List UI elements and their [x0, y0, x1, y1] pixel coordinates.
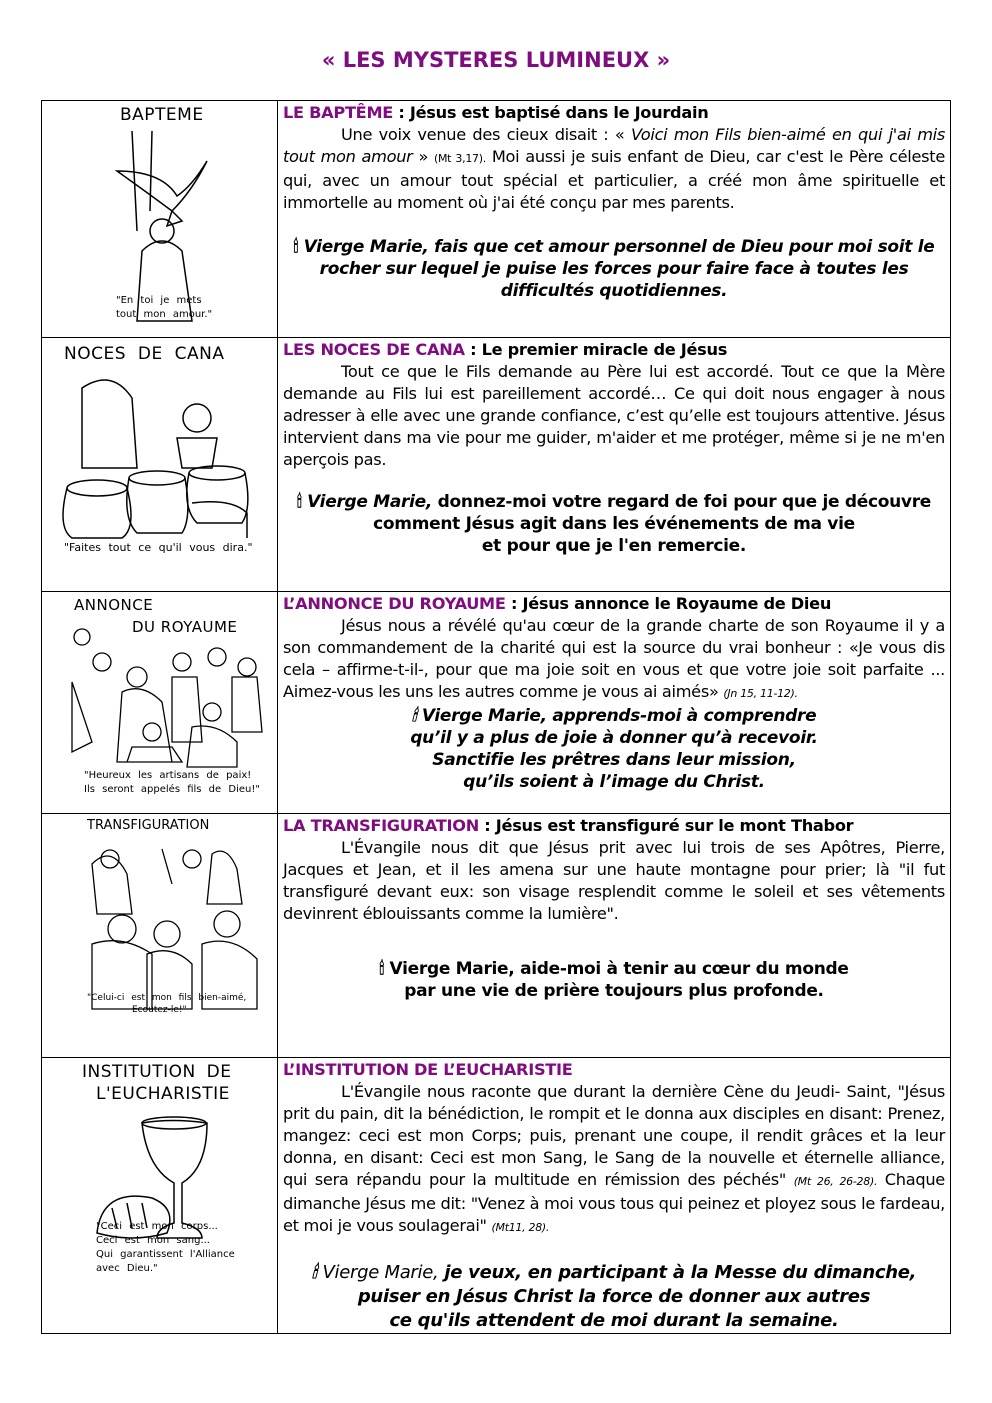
illustration-cell — [42, 814, 278, 1058]
scripture-ref: (Jn 15, 11-12). — [723, 687, 798, 700]
prayer — [283, 1261, 945, 1333]
candle-icon: 🕯︎ — [411, 706, 422, 726]
prayer-line: qu’il y a plus de joie à donner qu’à recevoir. — [410, 728, 818, 748]
text: L'Évangile nous raconte que durant la dernière Cène du Jeudi- Saint, "Jésus prit du pain, dit la bénédiction, le rompit et le donna aux disciples en disant: Prenez, mangez: ceci est mon Corps; puis, prenant une coupe, il rendit grâces et la leur donna, en disant: Ceci est mon Sang, le Sang de la nouvelle et éternelle alliance, qui sera répandu pour la multitude en rémission des péchés" — [283, 1082, 945, 1189]
prayer-line: Sanctifie les prêtres dans leur mission, — [432, 750, 796, 770]
illustration-cell — [42, 101, 278, 338]
image-title: TRANSFIGURATION — [87, 818, 210, 833]
image-caption-1: "Heureux les artisans de paix! — [84, 770, 252, 781]
illustration-cell — [42, 592, 278, 814]
mystery-row-baptism — [42, 101, 951, 338]
image-title: ANNONCE — [74, 596, 154, 614]
meditation-text: L'Évangile nous dit que Jésus prit avec lui trois de ses Apôtres, Pierre, Jacques et Jean, et il les amena sur une haute montagne pour prier; là "il fut transfiguré devant eux: son visage resplendit comme le soleil et ses vêtements devinrent éblouissants comme la lumière". — [283, 838, 945, 923]
image-caption-4: avec Dieu." — [96, 1263, 158, 1274]
prayer-line: qu’ils soient à l’image du Christ. — [463, 772, 765, 792]
image-title: INSTITUTION DE — [82, 1062, 232, 1082]
mystery-heading — [283, 815, 945, 837]
prayer — [283, 236, 945, 302]
image-caption-2: tout mon amour." — [116, 309, 213, 320]
prayer-line: puiser en Jésus Christ la force de donner aux autres — [357, 1286, 871, 1307]
prayer-text: et pour que je l'en remercie. — [481, 536, 747, 556]
scripture-ref: (Mt 3,17). — [433, 152, 486, 165]
prayer-text: donnez-moi votre regard de foi pour que je découvre comment Jésus agit dans les événements de ma vie — [373, 492, 932, 534]
candle-icon: 🕯︎ — [293, 237, 304, 257]
mystery-name: L’ANNONCE DU ROYAUME — [283, 594, 506, 613]
image-caption-1: "En toi je mets — [116, 295, 202, 306]
mystery-subtitle: : Jésus annonce le Royaume de Dieu — [505, 594, 832, 613]
text-cell — [278, 101, 951, 338]
prayer-line: par une vie de prière toujours plus profonde. — [404, 981, 824, 1001]
image-caption-2: Ecoutez-le!" — [132, 1005, 187, 1015]
mystery-row-transfiguration — [42, 814, 951, 1058]
text: Moi aussi je suis enfant de Dieu, car c'est le Père céleste qui, avec un amour tout spécial et particulier, a créé mon âme spirituelle et immortelle au moment où j'ai été conçu par mes parents. — [283, 147, 945, 212]
mystery-subtitle: : Le premier miracle de Jésus — [464, 340, 728, 359]
transfiguration-illustration — [42, 814, 277, 1058]
prayer-text: Vierge Marie, fais que cet amour personnel de Dieu pour moi soit le rocher sur lequel je puise les forces pour faire face à toutes les difficultés quotidiennes. — [303, 237, 935, 301]
image-caption-1: "Celui-ci est mon fils bien-aimé, — [87, 993, 247, 1003]
mystery-subtitle: : Jésus est baptisé dans le Jourdain — [393, 103, 709, 122]
scripture-ref: (Mt 26, 26-28). — [793, 1175, 878, 1188]
prayer — [283, 958, 945, 1002]
meditation-text — [283, 124, 945, 214]
text-cell — [278, 1058, 951, 1334]
meditation-text: Tout ce que le Fils demande au Père lui est accordé. Tout ce que la Mère demande au Fils lui est pareillement accordé… Ce qui doit nous engager à nous adresser à elle avec une grande confiance, c’est qu’elle est toujours attentive. Jésus intervient dans ma vie pour me guider, m'aider et me protéger, même si je ne m'en aperçois pas. — [283, 362, 945, 469]
mystery-row-eucharist — [42, 1058, 951, 1334]
candle-icon: 🕯︎ — [296, 492, 308, 512]
prayer-italic: Vierge Marie, — [322, 1262, 439, 1283]
prayer-line: je veux, en participant à la Messe du dimanche, — [438, 1262, 917, 1283]
image-caption: "Faites tout ce qu'il vous dira." — [64, 541, 253, 554]
text: Une voix venue des cieux disait : « — [341, 125, 631, 144]
candle-icon: 🕯︎ — [311, 1262, 323, 1283]
image-caption-1: "Ceci est mon corps... — [96, 1221, 218, 1232]
mystery-heading — [283, 1059, 945, 1081]
prayer-line: Vierge Marie, apprends-moi à comprendre — [421, 706, 817, 726]
image-title: NOCES DE CANA — [64, 344, 225, 364]
mystery-heading — [283, 339, 945, 361]
mystery-name: L’INSTITUTION DE L’EUCHARISTIE — [283, 1060, 573, 1079]
prayer-line: ce qu'ils attendent de moi durant la semaine. — [389, 1310, 839, 1331]
image-caption-2: Ceci est mon sang... — [96, 1235, 210, 1246]
text: » — [412, 147, 434, 166]
eucharist-illustration — [42, 1058, 277, 1331]
mystery-name: LES NOCES DE CANA — [283, 340, 465, 359]
mystery-heading — [283, 102, 945, 124]
mystery-name: LE BAPTÊME — [283, 103, 394, 122]
meditation-text — [283, 1081, 945, 1239]
text-cell — [278, 338, 951, 592]
mystery-name: LA TRANSFIGURATION — [283, 816, 479, 835]
mystery-row-cana — [42, 338, 951, 592]
illustration-cell — [42, 1058, 278, 1334]
quote: Voici mon Fils bien-aimé en qui j'ai mis tout mon amour — [283, 125, 946, 166]
image-title: BAPTEME — [120, 105, 204, 125]
mystery-row-kingdom — [42, 592, 951, 814]
candle-icon: 🕯︎ — [379, 959, 390, 979]
prayer-italic: Vierge Marie, — [307, 492, 433, 512]
image-title: L'EUCHARISTIE — [96, 1084, 230, 1104]
mystery-subtitle: : Jésus est transfiguré sur le mont Thabor — [478, 816, 854, 835]
meditation-text — [283, 615, 945, 705]
image-caption-3: Qui garantissent l'Alliance — [96, 1249, 235, 1260]
image-caption-2: Ils seront appelés fils de Dieu!" — [84, 784, 260, 795]
mystery-heading — [283, 593, 945, 615]
page-title: « LES MYSTERES LUMINEUX » — [321, 48, 671, 72]
image-title: DU ROYAUME — [132, 618, 238, 636]
prayer-line: Vierge Marie, aide-moi à tenir au cœur du monde — [389, 959, 849, 979]
text-cell — [278, 814, 951, 1058]
mysteries-table — [41, 100, 951, 1334]
text: Chaque dimanche Jésus me dit: "Venez à moi vous tous qui peinez et ployez sous le fardeau, et moi je vous soulagerai" — [283, 1170, 945, 1235]
text: Jésus nous a révélé qu'au cœur de la grande charte de son Royaume il y a son commandement de la charité qui est la source du vrai bonheur : «Je vous dis cela – affirme-t-il-, pour que ma joie soit en vous et que votre joie soit parfaite ... Aimez-vous les uns les autres comme je vous ai aimés» — [283, 616, 945, 701]
scripture-ref: (Mt11, 28). — [491, 1221, 550, 1234]
prayer — [283, 705, 945, 793]
prayer — [283, 491, 945, 557]
illustration-cell — [42, 338, 278, 592]
text-cell — [278, 592, 951, 814]
